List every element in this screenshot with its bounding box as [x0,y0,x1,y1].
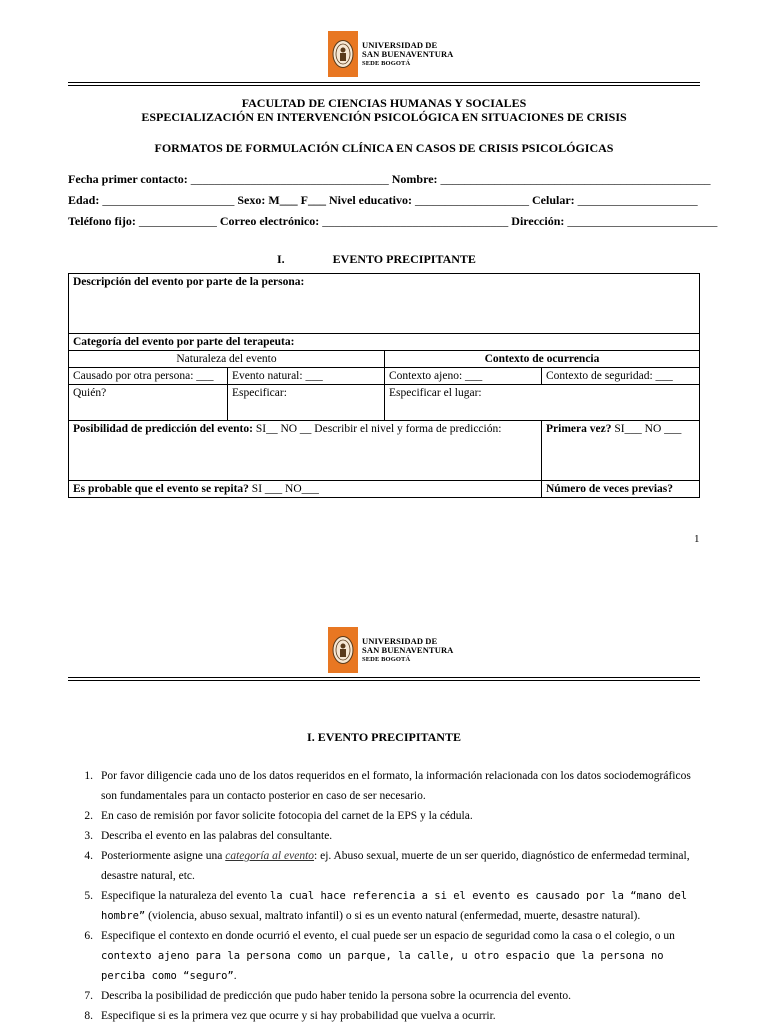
section-numeral: I. [277,252,285,266]
list-item: 8. Especifique si es la primera vez que ocurre y si hay probabilidad que vuelva a ocurrir. [84,1010,496,1022]
section-heading [277,252,476,267]
list-item: 7. Describa la posibilidad de predicción que pudo haber tenido la persona sobre la ocurrencia del evento. [84,990,572,1002]
list-item: 2. En caso de remisión por favor solicite fotocopia del carnet de la EPS y la cédula. [84,810,473,822]
logo-line-2: SAN BUENAVENTURA [362,644,454,655]
category-cell[interactable] [69,334,700,351]
security-context-cell[interactable]: Contexto de seguridad: ___ [542,368,700,385]
instructions-list [68,766,708,1026]
repeat-cell[interactable] [69,481,542,498]
address-label: Dirección: [511,214,565,228]
list-item: 3. Describa el evento en las palabras del consultante. [84,830,333,842]
seal-icon [328,627,358,673]
prediction-label: Posibilidad de predicción del evento: [73,423,253,435]
prediction-cell[interactable] [69,421,542,481]
header-rule-page2 [68,677,700,678]
email-label: Correo electrónico: [219,214,320,228]
repeat-label: Es probable que el evento se repita? [73,483,249,495]
age-label: Edad: [68,193,100,207]
section-title: EVENTO PRECIPITANTE [332,252,476,266]
specify-cell[interactable]: Especificar: [228,385,385,421]
cellphone-field[interactable]: ____________________ [577,193,698,207]
logo-line-3: SEDE BOGOTÁ [362,655,411,663]
page2-title: I. EVENTO PRECIPITANTE [307,730,461,744]
list-item: 1. Por favor diligencie cada uno de los datos requeridos en el formato, la información relacionada con los datos sociodemográficos son fundamentales para un contacto posterior en caso de ser necesario. [84,770,691,802]
first-time-cell[interactable] [542,421,700,481]
foreign-context-cell[interactable]: Contexto ajeno: ___ [385,368,542,385]
prediction-options: SI__ NO __ Describir el nivel y forma de predicción: [252,423,502,435]
description-label: Descripción del evento por parte de la persona: [73,276,305,288]
who-cell[interactable]: Quién? [69,385,228,421]
caused-other-cell[interactable]: Causado por otra persona: ___ [69,368,228,385]
repeat-options: SI ___ NO___ [248,483,319,495]
age-field[interactable]: ______________________ [102,193,235,207]
header-rule-page2-b [68,680,700,681]
logo-line-1: UNIVERSIDAD DE [362,635,438,646]
phone-label: Teléfono fijo: [68,214,136,228]
education-field[interactable]: ___________________ [415,193,530,207]
university-logo [328,31,453,77]
form-title: FORMATOS DE FORMULACIÓN CLÍNICA EN CASOS DE CRISIS PSICOLÓGICAS [154,141,614,155]
address-field[interactable]: _________________________ [567,214,718,228]
list-item: 6. Especifique el contexto en donde ocurrió el evento, el cual puede ser un espacio de seguridad como la casa o el colegio, o un contexto ajeno para la persona como un parque, la calle, u otro espacio que la persona no perciba como “seguro”. [84,930,675,982]
category-label: Categoría del evento por parte del terapeuta: [73,336,295,348]
specify-place-cell[interactable]: Especificar el lugar: [385,385,700,421]
contact-date-field[interactable]: _________________________________ [190,172,389,186]
previous-times-cell[interactable]: Número de veces previas? [542,481,700,498]
name-label: Nombre: [391,172,438,186]
event-form-table [68,273,700,498]
natural-event-cell[interactable]: Evento natural: ___ [228,368,385,385]
sex-field[interactable]: Sexo: M___ F___ [237,193,327,207]
contact-date-label: Fecha primer contacto: [68,172,188,186]
seal-icon [328,31,358,77]
phone-field[interactable]: _____________ [138,214,217,228]
education-label: Nivel educativo: [329,193,413,207]
category-link[interactable]: categoría al evento [225,850,315,862]
university-logo-page2 [328,627,453,673]
field-row-1 [68,172,711,187]
name-field[interactable]: _____________________________________________ [440,172,711,186]
first-time-options: SI___ NO ___ [611,423,682,435]
field-row-3 [68,214,717,229]
header-rule [68,82,700,83]
list-item: 5. Especifique la naturaleza del evento la cual hace referencia a si el evento es causado por la “mano del hombre” (violencia, abuso sexual, maltrato infantil) o si es un evento natural (enfermedad, muerte, desastre natural). [84,890,688,922]
description-cell[interactable] [69,274,700,334]
context-header: Contexto de ocurrencia [385,351,700,368]
page-number: 1 [694,533,700,545]
logo-line-1: UNIVERSIDAD DE [362,39,438,50]
nature-header: Naturaleza del evento [69,351,385,368]
email-field[interactable]: _______________________________ [322,214,509,228]
first-time-label: Primera vez? [546,423,612,435]
list-item: 4. Posteriormente asigne una categoría al evento: ej. Abuso sexual, muerte de un ser querido, diagnóstico de enfermedad terminal, desastre natural, etc. [84,850,690,882]
faculty-title: FACULTAD DE CIENCIAS HUMANAS Y SOCIALES [241,96,527,110]
logo-line-3: SEDE BOGOTÁ [362,59,411,67]
specialization-title: ESPECIALIZACIÓN EN INTERVENCIÓN PSICOLÓGICA EN SITUACIONES DE CRISIS [141,110,627,124]
field-row-2 [68,193,698,208]
logo-line-2: SAN BUENAVENTURA [362,48,454,59]
cellphone-label: Celular: [532,193,575,207]
header-rule-2 [68,85,700,86]
